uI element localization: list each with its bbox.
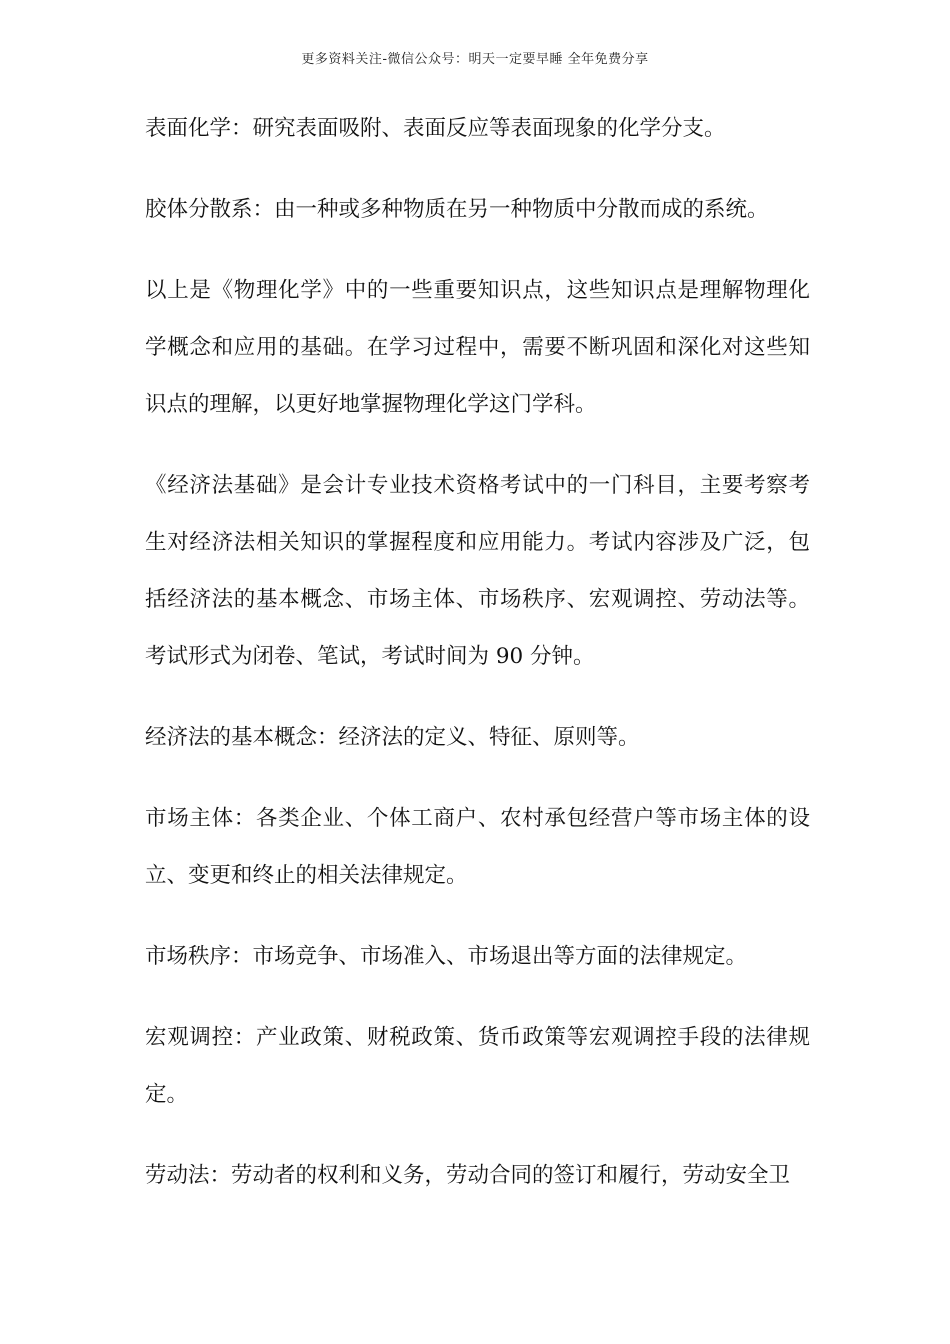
paragraph-basic-concepts: 经济法的基本概念：经济法的定义、特征、原则等。: [145, 725, 640, 750]
paragraph-macro-control: 宏观调控：产业政策、财税政策、货币政策等宏观调控手段的法律规定。: [145, 1025, 810, 1107]
paragraph-market-entities: 市场主体：各类企业、个体工商户、农村承包经营户等市场主体的设立、变更和终止的相关法律规定。: [145, 806, 810, 888]
paragraph-market-order: 市场秩序：市场竞争、市场准入、市场退出等方面的法律规定。: [145, 944, 748, 969]
paragraph-colloid-dispersion: 胶体分散系：由一种或多种物质在另一种物质中分散而成的系统。: [145, 197, 769, 222]
document-body: [145, 100, 810, 1228]
paragraph-economic-law-intro: 《经济法基础》是会计专业技术资格考试中的一门科目，主要考察考生对经济法相关知识的掌握程度和应用能力。考试内容涉及广泛，包括经济法的基本概念、市场主体、市场秩序、宏观调控、劳动法等。考试形式为闭卷、笔试，考试时间为 90 分钟。: [145, 473, 810, 669]
page-header: 更多资料关注-微信公众号：明天一定要早睡 全年免费分享: [301, 52, 649, 67]
paragraph-physical-chemistry-summary: 以上是《物理化学》中的一些重要知识点，这些知识点是理解物理化学概念和应用的基础。在学习过程中，需要不断巩固和深化对这些知识点的理解，以更好地掌握物理化学这门学科。: [145, 278, 810, 417]
paragraph-surface-chemistry: 表面化学：研究表面吸附、表面反应等表面现象的化学分支。: [145, 116, 726, 141]
paragraph-labor-law: 劳动法：劳动者的权利和义务，劳动合同的签订和履行，劳动安全卫: [145, 1163, 791, 1188]
